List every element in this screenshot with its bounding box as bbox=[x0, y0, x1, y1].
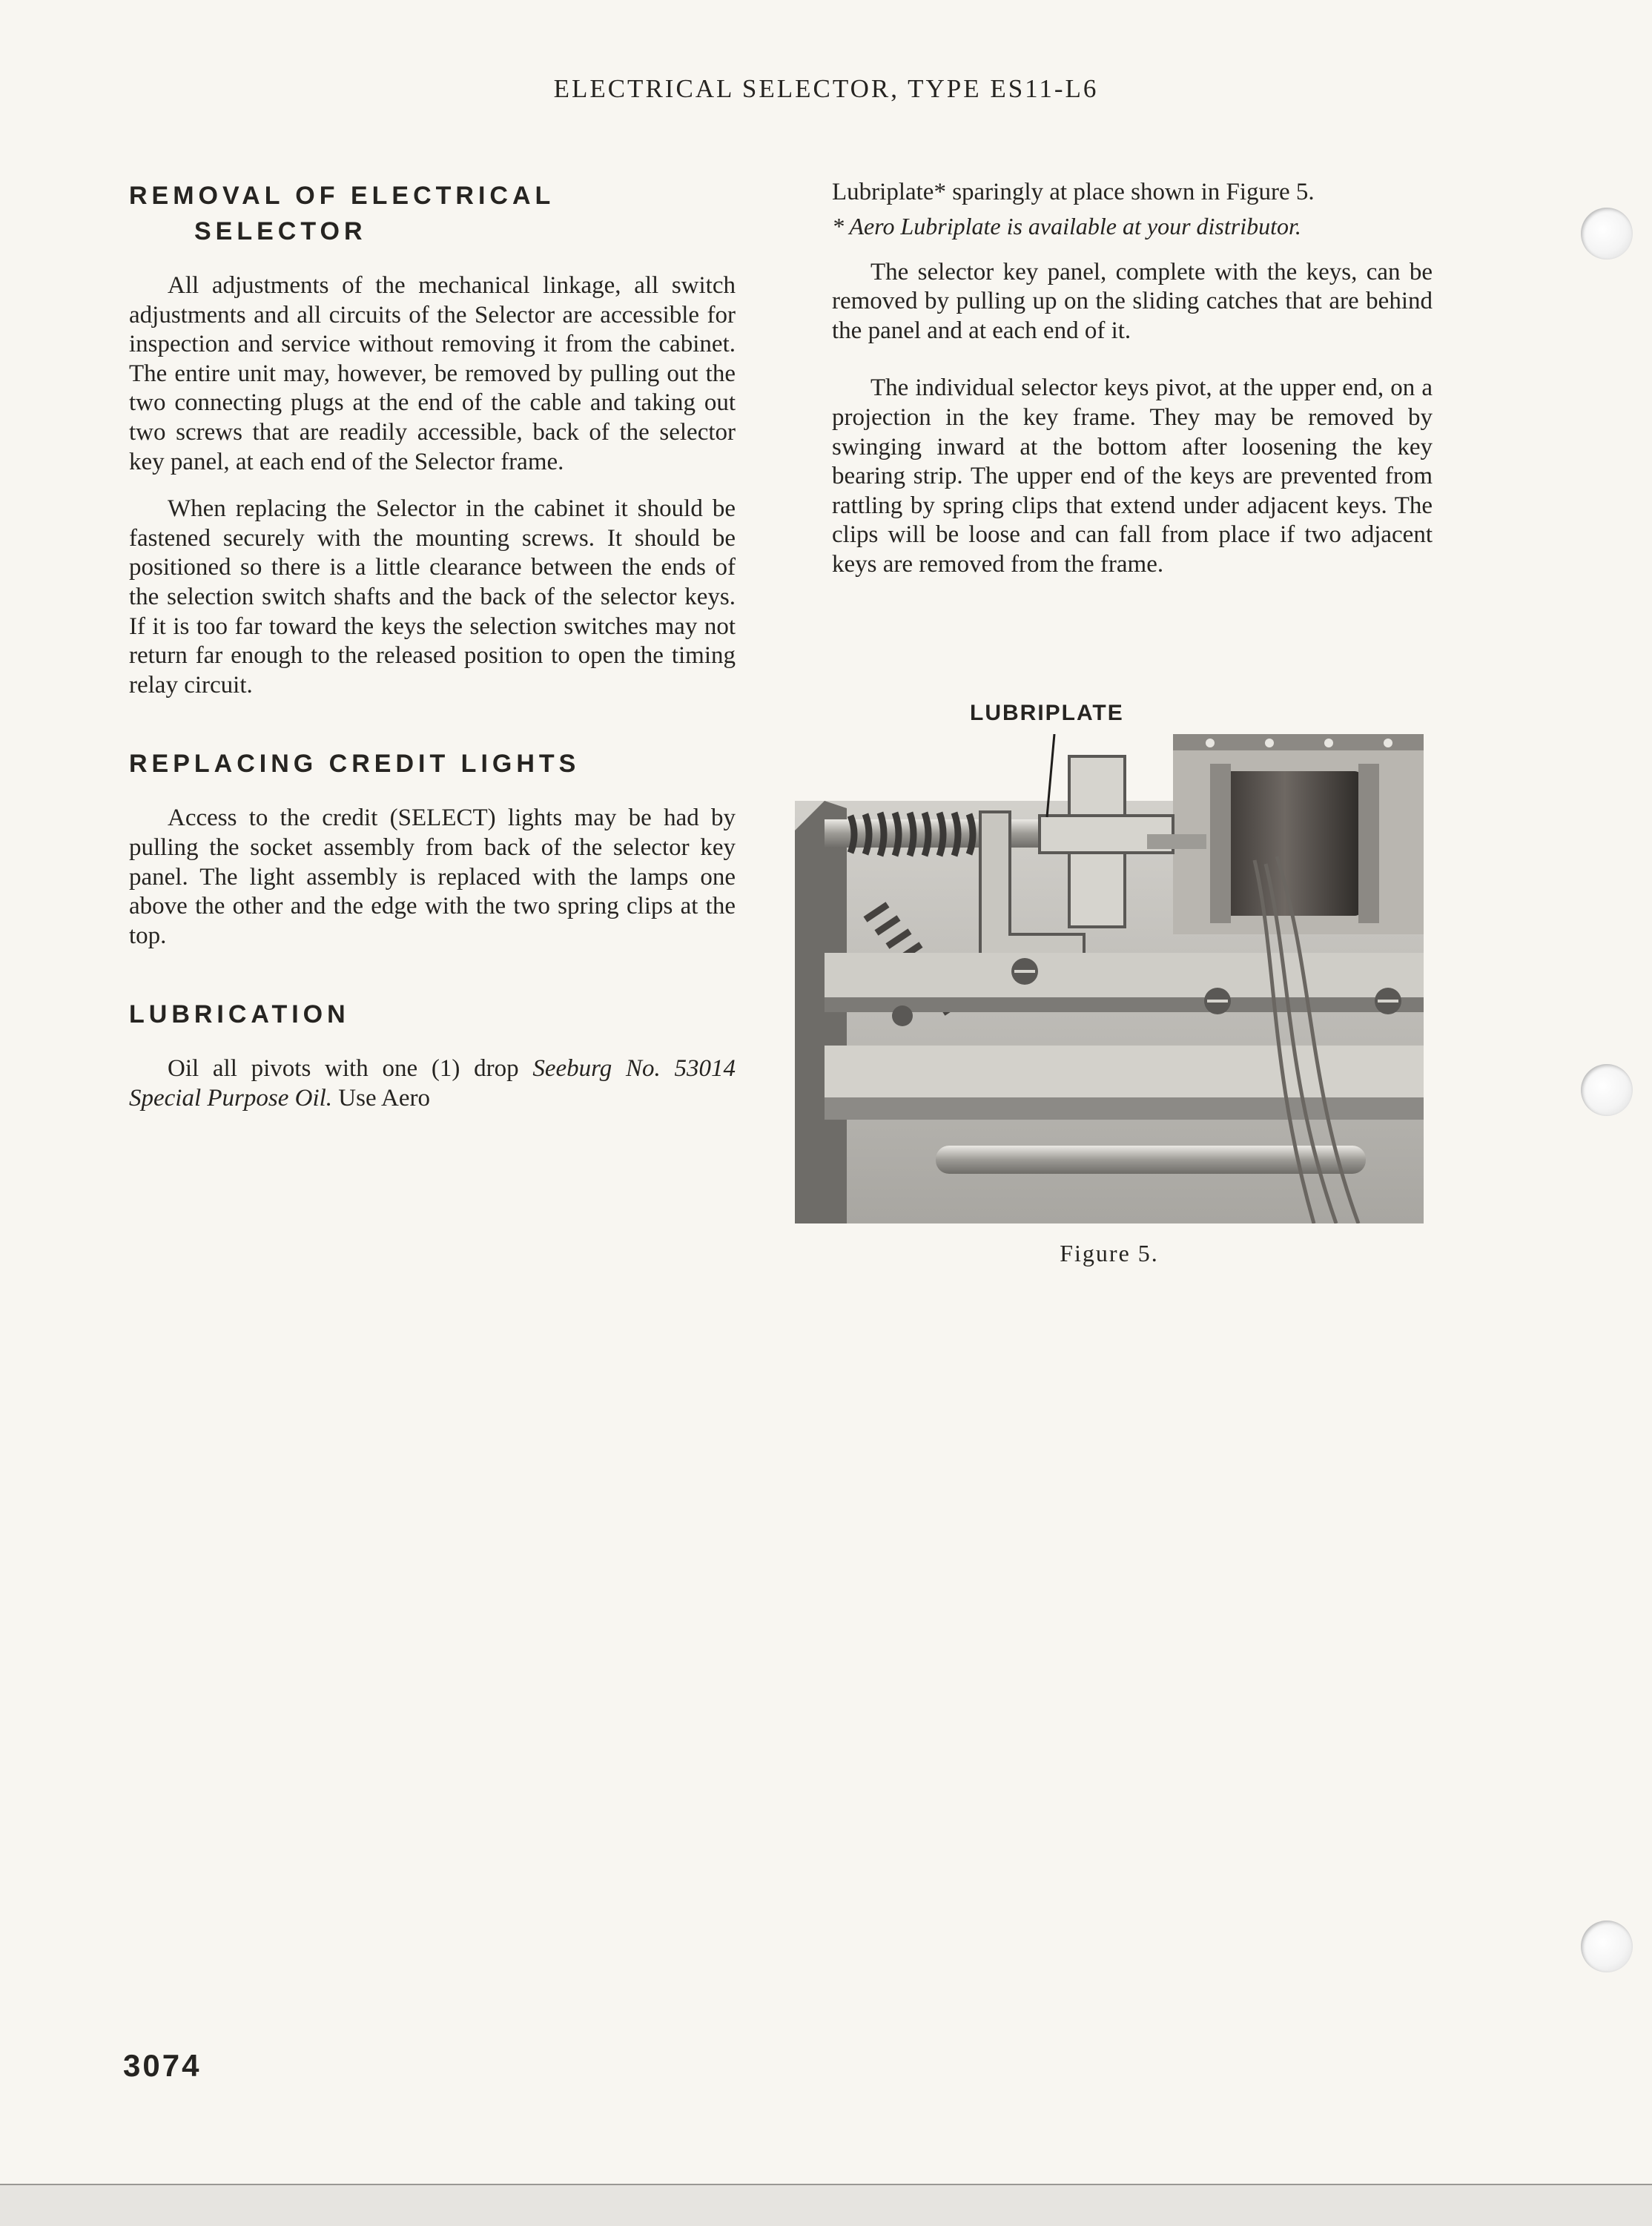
left-column bbox=[129, 178, 736, 1113]
page-number: 3074 bbox=[123, 2048, 202, 2083]
heading-removal-line1: REMOVAL OF ELECTRICAL bbox=[129, 182, 555, 210]
lubrication-text-end: Use Aero bbox=[332, 1084, 431, 1112]
right-column bbox=[832, 178, 1433, 580]
heading-removal bbox=[129, 178, 736, 249]
page-bottom-edge bbox=[0, 2184, 1652, 2226]
lubrication-paragraph bbox=[129, 1054, 736, 1113]
lubrication-continuation: Lubriplate* sparingly at place shown in Figure 5. bbox=[832, 179, 1315, 205]
selector-keys-paragraph: The individual selector keys pivot, at the upper end, on a projection in the key frame. They may be removed by swinging inward at the bottom after loosening the key bearing strip. The upper end of the keys are prevented from rattling by spring clips that extend under adjacent keys. The clips will be loose and can fall from place if two adjacent keys are removed from the frame. bbox=[832, 374, 1433, 578]
binder-hole-top bbox=[1581, 208, 1633, 260]
removal-paragraph-2: When replacing the Selector in the cabinet it should be fastened securely with the mounting screws. It should be positioned so there is a little clearance between the ends of the selection switch shafts and the back of the selector keys. If it is too far toward the keys the selection switches may not return far enough to the released position to open the timing relay circuit. bbox=[129, 495, 736, 698]
credit-lights-paragraph: Access to the credit (SELECT) lights may be had by pulling the socket assembly from back of the selector key panel. The light assembly is replaced with the lamps one above the other and the edge with the two spring clips at the top. bbox=[129, 805, 736, 949]
heading-credit-lights: REPLACING CREDIT LIGHTS bbox=[129, 750, 581, 779]
removal-paragraph-1: All adjustments of the mechanical linkage, all switch adjustments and all circuits of the Selector are accessible for inspection and service without removing it from the cabinet. The entire unit may, however, be removed by pulling out the two connecting plugs at the end of the cable and taking out two screws that are readily accessible, back of the selector key panel, at each end of the Selector frame. bbox=[129, 272, 736, 475]
lubriplate-footnote: * Aero Lubriplate is available at your distributor. bbox=[832, 212, 1301, 240]
lubrication-oil-name: Seeburg No. 53014 Special Purpose Oil. bbox=[129, 1055, 736, 1112]
figure-callout-label: LUBRIPLATE bbox=[970, 701, 1124, 725]
lubrication-text-start: Oil all pivots with one (1) drop bbox=[168, 1055, 533, 1083]
heading-removal-line2: SELECTOR bbox=[194, 217, 367, 245]
selector-mechanism-photo bbox=[795, 734, 1424, 1223]
binder-hole-bottom bbox=[1581, 1920, 1633, 1972]
figure-caption: Figure 5. bbox=[1060, 1240, 1159, 1266]
binder-hole-middle bbox=[1581, 1064, 1633, 1116]
heading-lubrication: LUBRICATION bbox=[129, 1000, 350, 1029]
running-head: ELECTRICAL SELECTOR, TYPE ES11-L6 bbox=[553, 74, 1099, 103]
key-panel-paragraph: The selector key panel, complete with the keys, can be removed by pulling up on the sliding catches that are behind the panel and at each end of it. bbox=[832, 258, 1433, 344]
